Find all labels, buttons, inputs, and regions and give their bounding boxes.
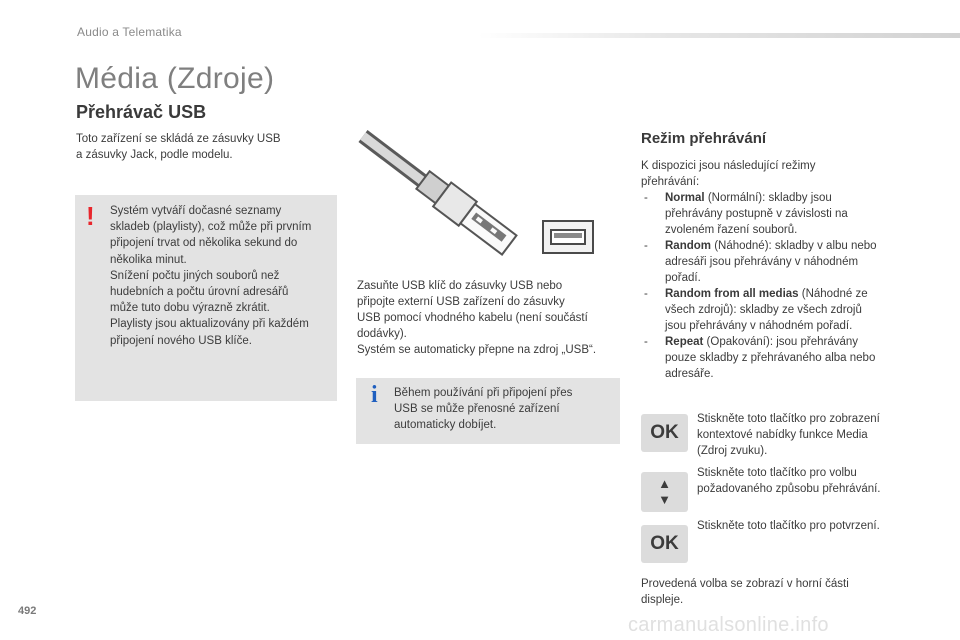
- mode-name: Random: [665, 240, 711, 252]
- ok-key-line: (Zdroj zvuku).: [697, 445, 768, 457]
- info-icon: i: [371, 382, 378, 408]
- mode-description-line: jsou přehrávány v náhodném pořadí.: [665, 320, 853, 332]
- warning-line: Snížení počtu jiných souborů než: [110, 269, 280, 282]
- ok-confirm-line: Stiskněte toto tlačítko pro potvrzení.: [697, 520, 880, 532]
- intro-paragraph: [76, 131, 326, 163]
- down-arrow-icon: ▼: [658, 492, 671, 507]
- info-line: automaticky dobíjet.: [394, 419, 497, 431]
- ok-confirm-description: [697, 518, 907, 534]
- list-item: [641, 334, 901, 382]
- warning-line: skladeb (playlisty), což může při prvním: [110, 221, 312, 234]
- intro-line: a zásuvky Jack, podle modelu.: [76, 149, 233, 161]
- mode-description: (Náhodné ze: [798, 288, 868, 300]
- warning-line: připojení trvat od několika sekund do: [110, 237, 298, 250]
- mode-intro: [641, 158, 891, 190]
- warning-line: připojení nového USB klíče.: [110, 334, 252, 347]
- mode-description-line: pouze skladby z přehrávaného alba nebo: [665, 352, 876, 364]
- mode-intro-line: K dispozici jsou následující režimy: [641, 160, 816, 172]
- usb-line: USB pomocí vhodného kabelu (není součástí: [357, 312, 588, 324]
- mode-description: (Normální): skladby jsou: [704, 192, 832, 204]
- warning-text: [110, 203, 332, 349]
- header-divider: [478, 33, 960, 38]
- arrow-keys-icon: [641, 472, 688, 512]
- mode-description: (Náhodné): skladby v albu nebo: [711, 240, 877, 252]
- usb-cable-icon: [363, 136, 518, 257]
- arrow-keys-description: [697, 465, 907, 497]
- list-item: [641, 238, 901, 286]
- usb-line: připojte externí USB zařízení do zásuvky: [357, 296, 565, 308]
- mode-name: Random from all medias: [665, 288, 799, 300]
- warning-line: hudebních a počtu úrovní adresářů: [110, 286, 289, 299]
- warning-line: Playlisty jsou aktualizovány při každém: [110, 318, 309, 331]
- ok-confirm-key-icon: OK: [641, 525, 688, 563]
- section-title: Přehrávač USB: [76, 102, 207, 122]
- info-text: [394, 385, 614, 433]
- up-arrow-icon: ▲: [658, 476, 671, 491]
- exclamation-icon: !: [86, 201, 95, 231]
- header-text: Audio a Telematika: [77, 25, 182, 39]
- ok-key-line: Stiskněte toto tlačítko pro zobrazení: [697, 413, 880, 425]
- mode-description-line: přehrávány postupně v závislosti na: [665, 208, 848, 220]
- usb-line: Zasuňte USB klíč do zásuvky USB nebo: [357, 280, 563, 292]
- mode-description-line: adresáři jsou přehrávány v náhodném: [665, 256, 859, 268]
- list-dash: -: [644, 288, 648, 300]
- info-line: Během používání při připojení přes: [394, 387, 573, 399]
- ok-key-icon: OK: [641, 414, 688, 452]
- mode-description-line: pořadí.: [665, 272, 701, 284]
- arrow-key-line: Stiskněte toto tlačítko pro volbu: [697, 467, 857, 479]
- mode-section-title: Režim přehrávání: [641, 130, 767, 147]
- footer-note: [641, 576, 891, 608]
- ok-key-description: [697, 411, 907, 459]
- mode-description-line: adresáře.: [665, 368, 714, 380]
- usb-line: Systém se automaticky přepne na zdroj „USB“.: [357, 344, 597, 356]
- play-mode-list: [641, 190, 901, 382]
- page-number: 492: [18, 605, 37, 617]
- footer-line: Provedená volba se zobrazí v horní části: [641, 578, 849, 590]
- warning-line: může tuto dobu výrazně zkrátit.: [110, 302, 270, 315]
- ok-key-line: kontextové nabídky funkce Media: [697, 429, 868, 441]
- list-dash: -: [644, 192, 648, 204]
- usb-port-icon: [543, 221, 593, 253]
- page-title: Média (Zdroje): [75, 62, 275, 95]
- list-item: [641, 190, 901, 238]
- mode-description: (Opakování): jsou přehrávány: [703, 336, 859, 348]
- mode-description-line: zvoleném řazení souborů.: [665, 224, 798, 236]
- mode-name: Normal: [665, 192, 705, 204]
- warning-line: několika minut.: [110, 253, 187, 266]
- list-dash: -: [644, 240, 648, 252]
- mode-description-line: všech zdrojů): skladby ze všech zdrojů: [665, 304, 862, 316]
- arrow-key-line: požadovaného způsobu přehrávání.: [697, 483, 881, 495]
- watermark: carmanualsonline.info: [628, 614, 829, 636]
- info-line: USB se může přenosné zařízení: [394, 403, 560, 415]
- mode-intro-line: přehrávání:: [641, 176, 700, 188]
- usb-instructions: [357, 278, 622, 358]
- usb-plug-illustration: [355, 128, 615, 270]
- mode-name: Repeat: [665, 336, 704, 348]
- warning-line: Systém vytváří dočasné seznamy: [110, 205, 282, 217]
- list-dash: -: [644, 336, 648, 348]
- list-item: [641, 286, 901, 334]
- footer-line: displeje.: [641, 594, 684, 606]
- intro-line: Toto zařízení se skládá ze zásuvky USB: [76, 133, 281, 145]
- usb-line: dodávky).: [357, 328, 407, 340]
